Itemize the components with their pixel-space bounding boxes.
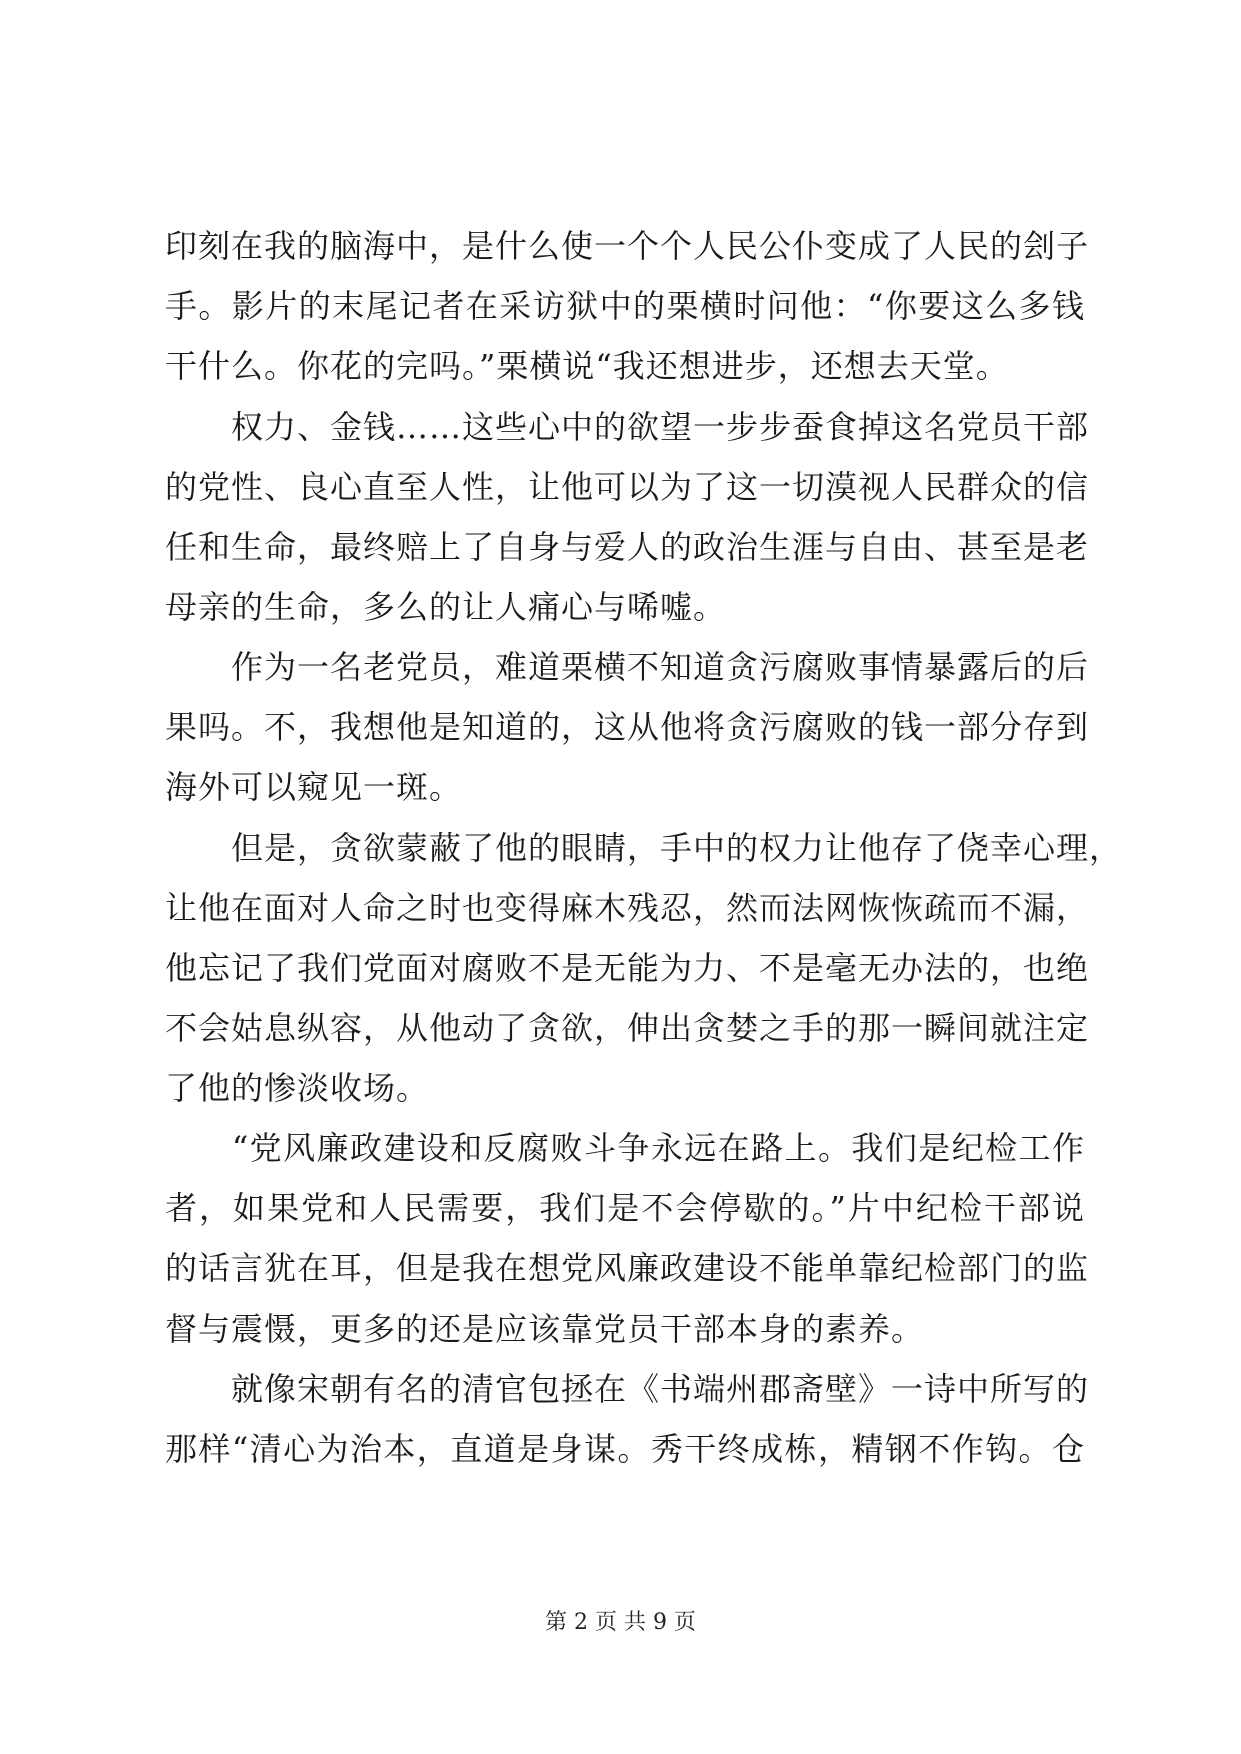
text-line-3: 干什么。你花的完吗。”栗横说“我还想进步，还想去天堂。 <box>165 347 1009 385</box>
text-line-1: 印刻在我的脑海中，是什么使一个个人民公仆变成了人民的刽子 <box>165 227 1090 265</box>
text-line-16: “党风廉政建设和反腐败斗争永远在路上。我们是纪检工作 <box>165 1129 1085 1167</box>
text-line-7: 母亲的生命，多么的让人痛心与唏嘘。 <box>165 588 727 626</box>
text-line-20: 就像宋朝有名的清官包拯在《书端州郡斋壁》一诗中所写的 <box>165 1370 1090 1408</box>
text-line-10: 海外可以窥见一斑。 <box>165 768 463 806</box>
text-line-19: 督与震慑，更多的还是应该靠党员干部本身的素养。 <box>165 1310 925 1348</box>
text-line-15: 了他的惨淡收场。 <box>165 1069 430 1107</box>
text-line-12: 让他在面对人命之时也变得麻木残忍，然而法网恢恢疏而不漏， <box>165 889 1090 927</box>
text-line-8: 作为一名老党员，难道栗横不知道贪污腐败事情暴露后的后 <box>165 648 1090 686</box>
text-line-13: 他忘记了我们党面对腐败不是无能为力、不是毫无办法的，也绝 <box>165 949 1090 987</box>
text-line-21: 那样“清心为治本，直道是身谋。秀干终成栋，精钢不作钩。仓 <box>165 1430 1085 1468</box>
page-number-footer: 第 2 页 共 9 页 <box>545 1610 696 1635</box>
text-line-17: 者，如果党和人民需要，我们是不会停歇的。”片中纪检干部说 <box>165 1189 1085 1227</box>
text-line-4: 权力、金钱……这些心中的欲望一步步蚕食掉这名党员干部 <box>165 408 1090 446</box>
text-line-11: 但是，贪欲蒙蔽了他的眼睛，手中的权力让他存了侥幸心理， <box>165 829 1123 867</box>
text-line-6: 任和生命，最终赔上了自身与爱人的政治生涯与自由、甚至是老 <box>165 528 1090 566</box>
text-line-2: 手。影片的末尾记者在采访狱中的栗横时问他：“你要这么多钱 <box>165 287 1085 325</box>
text-line-9: 果吗。不，我想他是知道的，这从他将贪污腐败的钱一部分存到 <box>165 708 1090 746</box>
text-line-18: 的话言犹在耳，但是我在想党风廉政建设不能单靠纪检部门的监 <box>165 1249 1090 1287</box>
text-line-5: 的党性、良心直至人性，让他可以为了这一切漠视人民群众的信 <box>165 468 1090 506</box>
text-line-14: 不会姑息纵容，从他动了贪欲，伸出贪婪之手的那一瞬间就注定 <box>165 1009 1090 1047</box>
